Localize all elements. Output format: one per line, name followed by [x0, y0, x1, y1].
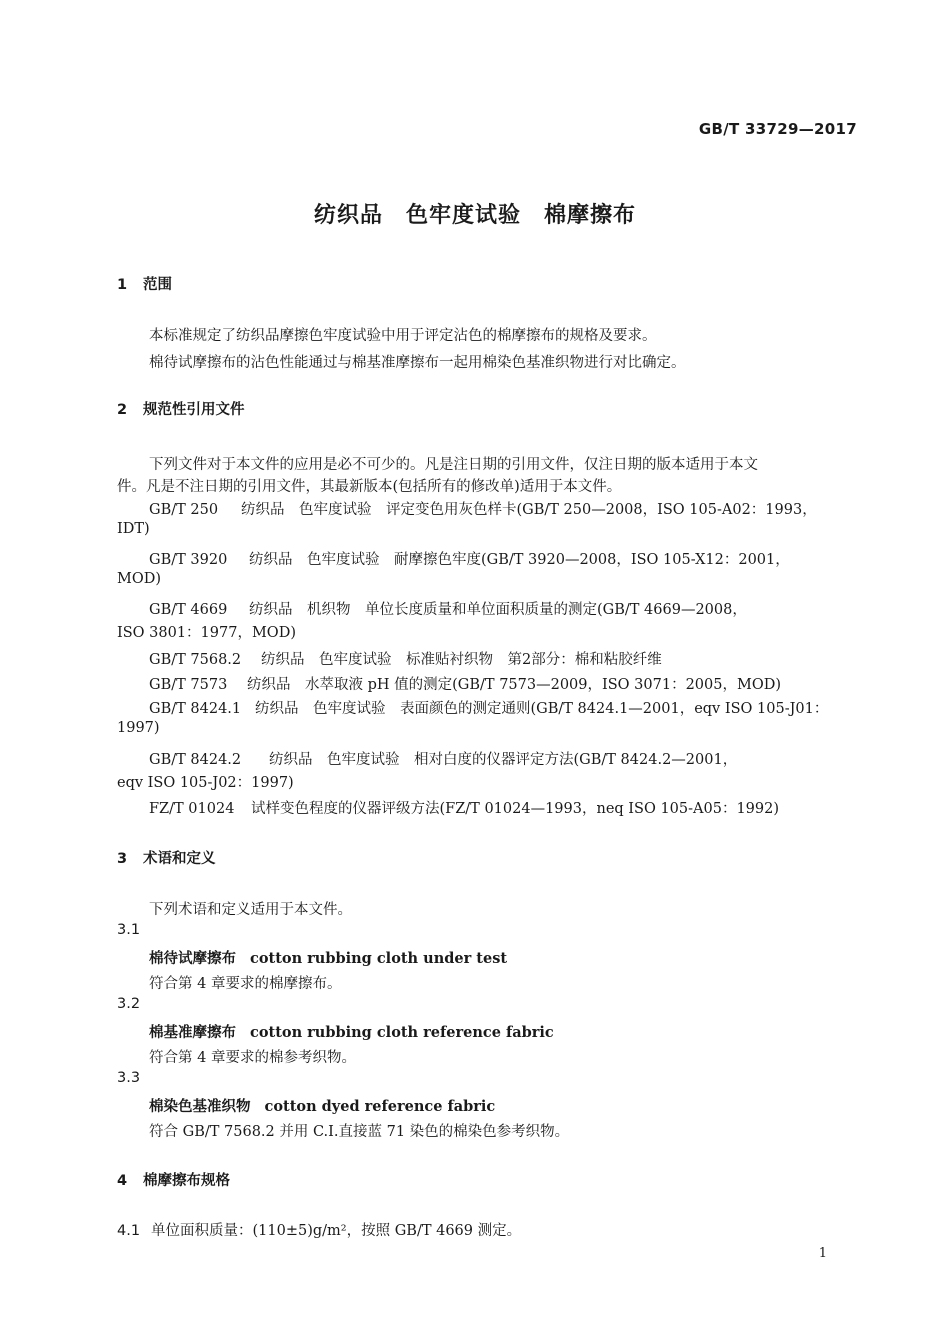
reference-code: GB/T 8424.1 [149, 701, 242, 717]
reference-code: GB/T 7573 [149, 677, 228, 693]
reference-title: 纺织品 色牢度试验 耐摩擦色牢度(GB/T 3920—2008，ISO 105-X12：2001， [249, 552, 790, 568]
reference-code: GB/T 3920 [149, 552, 228, 568]
section-heading-scope [117, 273, 172, 294]
clause-text: 单位面积质量：(110±5)g/m²，按照 GB/T 4669 测定。 [151, 1223, 522, 1239]
reference-item [149, 748, 737, 769]
section-number: 2 [117, 402, 128, 418]
term-number: 3.1 [117, 922, 141, 938]
section-title: 棉摩擦布规格 [143, 1173, 230, 1189]
term-number: 3.2 [117, 996, 141, 1012]
reference-title: 纺织品 机织物 单位长度质量和单位面积质量的测定(GB/T 4669—2008， [249, 602, 747, 618]
reference-continuation: eqv ISO 105-J02：1997) [117, 775, 294, 791]
reference-continuation: ISO 3801：1977，MOD) [117, 625, 296, 641]
reference-code: GB/T 8424.2 [149, 752, 242, 768]
reference-continuation: 1997) [117, 720, 160, 736]
reference-item [149, 648, 662, 669]
section-title: 规范性引用文件 [143, 402, 245, 418]
reference-title: 试样变色程度的仪器评级方法(FZ/T 01024—1993，neq ISO 105-A05：1992) [251, 801, 780, 817]
term-heading [149, 947, 507, 968]
reference-item [149, 498, 817, 519]
reference-title: 纺织品 水萃取液 pH 值的测定(GB/T 7573—2009，ISO 3071：2005，MOD) [247, 677, 781, 693]
reference-continuation: MOD) [117, 571, 162, 587]
clause [117, 1219, 521, 1240]
section-heading-specification [117, 1169, 230, 1190]
term-english: cotton rubbing cloth under test [250, 950, 508, 967]
section-number: 1 [117, 277, 128, 293]
term-heading [149, 1021, 554, 1042]
paragraph: 下列文件对于本文件的应用是必不可少的。凡是注日期的引用文件，仅注日期的版本适用于本文 [149, 457, 758, 473]
reference-item [149, 697, 828, 718]
term-english: cotton dyed reference fabric [264, 1098, 496, 1115]
paragraph: 件。凡是不注日期的引用文件，其最新版本(包括所有的修改单)适用于本文件。 [117, 479, 622, 495]
reference-code: GB/T 7568.2 [149, 652, 242, 668]
term-english: cotton rubbing cloth reference fabric [250, 1024, 554, 1041]
clause-number: 4.1 [117, 1223, 141, 1239]
reference-code: GB/T 4669 [149, 602, 228, 618]
document-title: 纺织品 色牢度试验 棉摩擦布 [313, 203, 636, 228]
reference-item [149, 673, 781, 694]
term-heading [149, 1095, 495, 1116]
section-heading-normative-references [117, 398, 245, 419]
reference-title: 纺织品 色牢度试验 相对白度的仪器评定方法(GB/T 8424.2—2001， [269, 752, 738, 768]
reference-code: GB/T 250 [149, 502, 219, 518]
section-heading-terms [117, 847, 216, 868]
term-definition: 符合第 4 章要求的棉参考织物。 [149, 1050, 356, 1066]
standard-code: GB/T 33729—2017 [698, 120, 857, 138]
term-number: 3.3 [117, 1070, 141, 1086]
term-definition: 符合第 4 章要求的棉摩擦布。 [149, 976, 342, 992]
term-chinese: 棉染色基准织物 [149, 1099, 251, 1115]
reference-item [149, 797, 779, 818]
term-definition: 符合 GB/T 7568.2 并用 C.I.直接蓝 71 染色的棉染色参考织物。 [149, 1124, 570, 1140]
page-number: 1 [818, 1246, 827, 1261]
reference-title: 纺织品 色牢度试验 表面颜色的测定通则(GB/T 8424.1—2001，eqv ISO 105-J01： [255, 701, 829, 717]
paragraph: 本标准规定了纺织品摩擦色牢度试验中用于评定沾色的棉摩擦布的规格及要求。 [149, 328, 657, 344]
term-chinese: 棉待试摩擦布 [149, 951, 236, 967]
section-title: 范围 [143, 277, 172, 293]
term-chinese: 棉基准摩擦布 [149, 1025, 236, 1041]
section-number: 4 [117, 1173, 128, 1189]
paragraph: 下列术语和定义适用于本文件。 [149, 902, 352, 918]
paragraph: 棉待试摩擦布的沾色性能通过与棉基准摩擦布一起用棉染色基准织物进行对比确定。 [149, 355, 686, 371]
reference-continuation: IDT) [117, 521, 150, 537]
reference-title: 纺织品 色牢度试验 标准贴衬织物 第2部分：棉和粘胶纤维 [261, 652, 662, 668]
reference-code: FZ/T 01024 [149, 801, 235, 817]
reference-item [149, 598, 747, 619]
reference-item [149, 548, 790, 569]
section-number: 3 [117, 851, 128, 867]
reference-title: 纺织品 色牢度试验 评定变色用灰色样卡(GB/T 250—2008，ISO 105-A02：1993， [241, 502, 817, 518]
section-title: 术语和定义 [143, 851, 216, 867]
